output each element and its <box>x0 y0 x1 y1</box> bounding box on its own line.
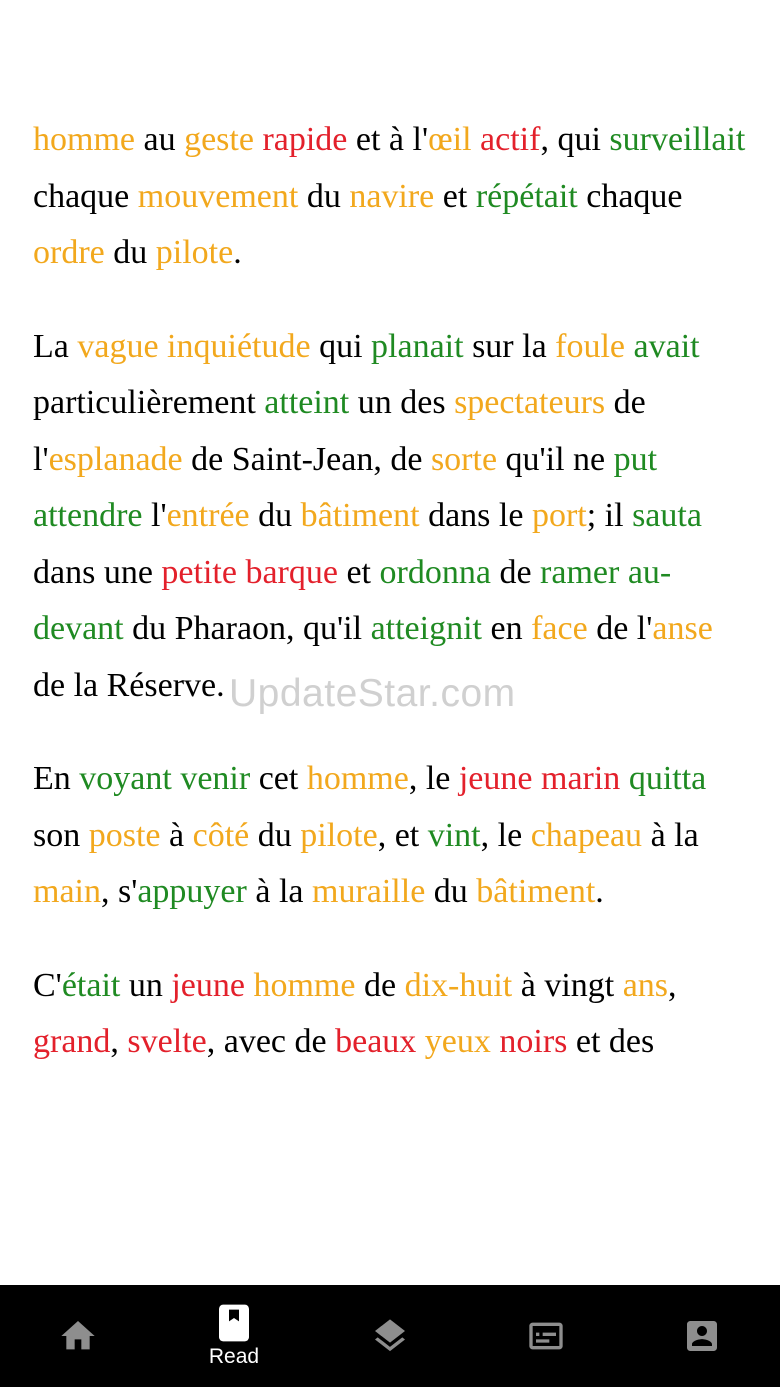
highlighted-word[interactable]: atteint <box>264 384 350 421</box>
highlighted-word[interactable]: homme <box>253 966 356 1004</box>
plain-text: , s' <box>100 873 138 910</box>
plain-text: du <box>425 873 477 910</box>
highlighted-word[interactable]: esplanade <box>48 440 183 478</box>
highlighted-word[interactable]: surveillait <box>609 121 746 158</box>
plain-text <box>420 497 429 534</box>
highlighted-word[interactable]: bâtiment <box>300 497 420 534</box>
highlighted-word[interactable]: barque <box>245 553 338 591</box>
highlighted-word[interactable]: yeux <box>424 1023 491 1060</box>
highlighted-word[interactable]: appuyer <box>137 873 247 910</box>
highlighted-word[interactable]: foule <box>555 327 626 365</box>
highlighted-word[interactable]: inquiétude <box>167 327 311 365</box>
plain-text: du <box>298 177 350 215</box>
highlighted-word[interactable]: marin <box>541 760 621 797</box>
plain-text <box>472 121 481 158</box>
plain-text: En <box>33 760 80 797</box>
highlighted-word[interactable]: entrée <box>166 497 250 534</box>
highlighted-word[interactable]: port <box>531 497 587 534</box>
highlighted-word[interactable]: atteignit <box>370 610 482 647</box>
plain-text: de l' <box>587 610 653 647</box>
tab-read-label: Read <box>208 1345 260 1368</box>
highlighted-word[interactable]: œil <box>428 121 472 158</box>
paragraph <box>33 112 753 282</box>
highlighted-word[interactable]: sorte <box>430 440 498 478</box>
plain-text: à la <box>642 816 699 854</box>
plain-text: au <box>134 121 185 158</box>
plain-text: à vingt <box>512 966 623 1004</box>
plain-text: et <box>337 553 380 591</box>
plain-text: et des <box>567 1023 655 1060</box>
plain-text: l' <box>142 497 167 534</box>
highlighted-word[interactable]: muraille <box>312 873 426 910</box>
home-icon <box>58 1316 98 1356</box>
highlighted-word[interactable]: côté <box>192 816 250 854</box>
plain-text: , <box>668 966 677 1004</box>
highlighted-word[interactable]: pilote <box>300 816 378 854</box>
plain-text: du <box>249 497 301 534</box>
highlighted-word[interactable]: dix-huit <box>404 966 513 1004</box>
plain-text: de l' <box>33 384 646 478</box>
highlighted-word[interactable]: jeune <box>458 760 533 797</box>
highlighted-word[interactable]: répétait <box>475 177 578 215</box>
plain-text: , le <box>480 816 531 854</box>
plain-text: à <box>160 816 193 854</box>
tab-profile[interactable] <box>624 1285 780 1387</box>
plain-text <box>625 328 634 365</box>
highlighted-word[interactable]: planait <box>371 327 464 365</box>
highlighted-word[interactable]: homme <box>33 121 135 158</box>
highlighted-word[interactable]: vague <box>77 327 159 365</box>
tab-read[interactable] <box>156 1285 312 1387</box>
tab-cards[interactable] <box>468 1285 624 1387</box>
plain-text: , <box>110 1023 128 1060</box>
plain-text: de la Réserve. <box>33 666 225 704</box>
tab-home[interactable] <box>0 1285 156 1387</box>
plain-text: , qui <box>540 121 610 158</box>
plain-text: , le <box>408 760 459 797</box>
watermark: UpdateStar.com <box>229 672 516 715</box>
plain-text: . <box>595 873 604 910</box>
plain-text: ; il <box>586 497 633 534</box>
highlighted-word[interactable]: svelte <box>127 1023 207 1060</box>
plain-text <box>416 1023 425 1060</box>
highlighted-word[interactable]: petite <box>161 553 237 591</box>
plain-text <box>159 328 168 365</box>
highlighted-word[interactable]: était <box>61 966 121 1004</box>
highlighted-word[interactable]: pilote <box>155 234 234 271</box>
plain-text: . <box>233 234 242 271</box>
highlighted-word[interactable]: ans <box>622 966 669 1004</box>
plain-text: de <box>490 553 541 591</box>
highlighted-word[interactable]: jeune <box>171 966 245 1004</box>
highlighted-word[interactable]: chapeau <box>530 816 643 854</box>
highlighted-word[interactable]: main <box>33 873 101 910</box>
highlighted-word[interactable]: quitta <box>628 760 707 797</box>
plain-text: , avec de <box>206 1023 336 1060</box>
plain-text: son <box>33 816 89 854</box>
plain-text: du <box>104 234 156 271</box>
highlighted-word[interactable]: ordre <box>33 234 105 271</box>
plain-text: à la <box>246 873 312 910</box>
plain-text: et à l' <box>347 121 429 158</box>
bottom-tab-bar <box>0 1285 780 1387</box>
highlighted-word[interactable]: ordonna <box>379 553 491 591</box>
plain-text: un <box>120 966 172 1004</box>
tab-layers[interactable] <box>312 1285 468 1387</box>
plain-text: chaque <box>577 177 683 215</box>
plain-text: qui <box>310 327 372 365</box>
highlighted-word[interactable]: sauta <box>632 497 702 534</box>
paragraph <box>33 751 753 921</box>
highlighted-word[interactable]: noirs <box>499 1023 568 1060</box>
contact-icon <box>682 1316 722 1356</box>
highlighted-word[interactable]: avait <box>633 327 700 365</box>
book-icon <box>216 1303 252 1343</box>
highlighted-word[interactable]: venir <box>180 760 251 797</box>
plain-text: du <box>249 816 301 854</box>
plain-text: et <box>434 177 476 215</box>
highlighted-word[interactable]: beaux <box>335 1023 417 1060</box>
plain-text: en <box>482 610 532 647</box>
reader-text <box>33 112 753 1108</box>
plain-text <box>620 760 629 797</box>
highlighted-word[interactable]: poste <box>88 816 161 854</box>
highlighted-word[interactable]: voyant <box>79 760 172 797</box>
plain-text: un des <box>349 384 455 421</box>
highlighted-word[interactable]: actif <box>480 121 541 158</box>
highlighted-word[interactable]: mouvement <box>137 177 299 215</box>
plain-text: sur la <box>463 327 556 365</box>
plain-text: , et <box>377 816 428 854</box>
plain-text <box>533 760 542 797</box>
plain-text: cet <box>250 760 307 797</box>
plain-text: du Pharaon, qu'il <box>123 610 371 647</box>
highlighted-word[interactable]: anse <box>652 610 713 647</box>
highlighted-word[interactable]: ramer <box>540 553 620 591</box>
highlighted-word[interactable]: spectateurs <box>454 384 606 421</box>
plain-text: chaque <box>33 177 138 215</box>
plain-text: La <box>33 327 78 365</box>
plain-text: C' <box>33 966 62 1004</box>
plain-text: qu'il ne <box>497 440 614 478</box>
highlighted-word[interactable]: grand <box>33 1023 111 1060</box>
list-card-icon <box>526 1316 566 1356</box>
highlighted-word[interactable]: put <box>613 440 658 478</box>
highlighted-word[interactable]: vint <box>427 816 481 854</box>
plain-text: dans le <box>428 497 532 534</box>
plain-text: dans une <box>33 553 162 591</box>
plain-text: de <box>355 966 405 1004</box>
highlighted-word[interactable]: au-devant <box>33 553 672 647</box>
highlighted-word[interactable]: attendre <box>33 497 143 534</box>
plain-text: particulièrement <box>33 384 265 421</box>
paragraph <box>33 319 753 715</box>
highlighted-word[interactable]: face <box>531 610 588 647</box>
paragraph <box>33 958 753 1071</box>
plain-text: de Saint-Jean, de <box>182 440 431 478</box>
layers-icon <box>370 1316 410 1356</box>
highlighted-word[interactable]: homme <box>306 760 409 797</box>
plain-text <box>619 554 628 591</box>
highlighted-word[interactable]: navire <box>349 177 435 215</box>
highlighted-word[interactable]: bâtiment <box>476 873 596 910</box>
highlighted-word[interactable]: geste <box>184 121 254 158</box>
highlighted-word[interactable]: rapide <box>262 121 348 158</box>
